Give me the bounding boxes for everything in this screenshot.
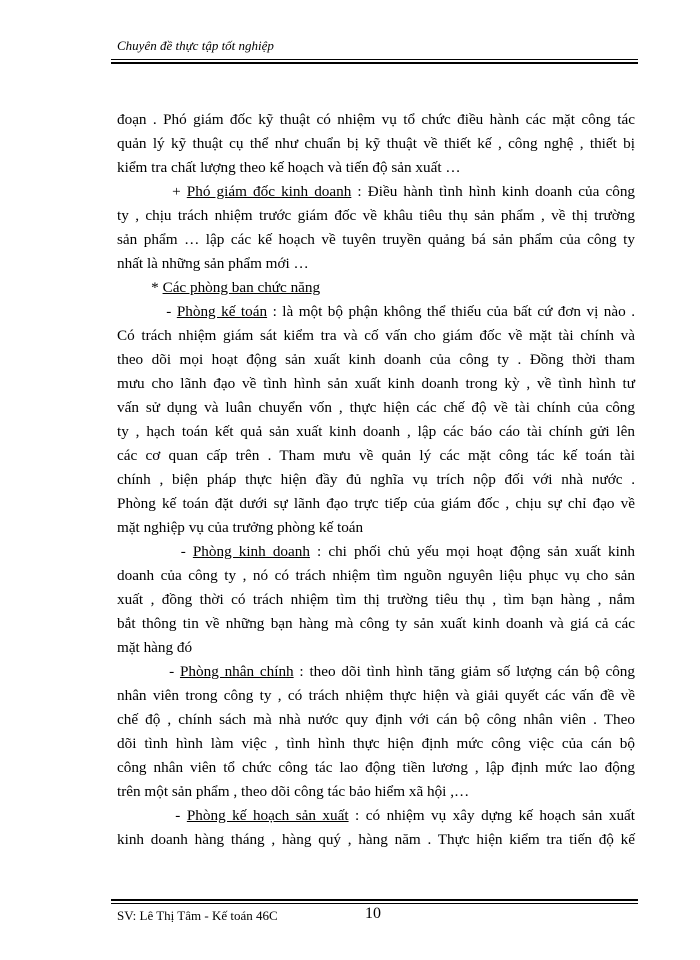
footer-rule	[111, 903, 638, 904]
text-line: - Phòng nhân chính : theo dõi tình hình tăng giảm số lượng cán bộ công	[117, 663, 635, 680]
text-line: - Phòng kế toán : là một bộ phận không thể thiếu của bất cứ đơn vị nào .	[117, 303, 635, 320]
text-line: quản lý kỹ thuật cụ thể như chuẩn bị kỹ thuật về thiết kế , công nghệ , thiết bị	[117, 135, 635, 152]
page-header-title: Chuyên đề thực tập tốt nghiệp	[117, 38, 274, 53]
text-line: theo dõi mọi hoạt động sản xuất kinh doanh của công ty . Đồng thời tham	[117, 351, 635, 368]
text-line: nhân viên trong công ty , có trách nhiệm thực hiện và giải quyết các vấn đề về	[117, 687, 635, 704]
text-line: doanh của công ty , nó có trách nhiệm tìm nguồn nguyên liệu phục vụ cho sản	[117, 567, 635, 584]
underlined-heading: Phòng kinh doanh	[192, 543, 310, 560]
header-rule	[111, 59, 638, 60]
text-line: mưu cho lãnh đạo về tình hình sản xuất kinh doanh trong kỳ , về tình hình tư	[117, 375, 635, 392]
text-line: kiểm tra chất lượng theo kế hoạch và tiến độ sản xuất …	[117, 159, 461, 176]
text-line: Có trách nhiệm giám sát kiểm tra và cố vấn cho giám đốc về mặt tài chính và	[117, 327, 635, 344]
text-line: mặt hàng đó	[117, 639, 193, 656]
text-line: Phòng kế toán đặt dưới sự lãnh đạo trực tiếp của giám đốc , chịu sự chỉ đạo về	[117, 495, 635, 512]
footer-rule-thick	[111, 899, 638, 901]
text-line: - Phòng kinh doanh : chi phối chủ yếu mọi hoạt động sản xuất kinh	[117, 543, 635, 560]
text-line: chế độ , chính sách mà nhà nước quy định với cán bộ công nhân viên . Theo	[117, 711, 635, 728]
header-rule-thick	[111, 62, 638, 64]
text-line: xuất , đồng thời có trách nhiệm tìm thị trường tiêu thụ , tìm bạn hàng , nắm	[117, 591, 635, 608]
text-line: đoạn . Phó giám đốc kỹ thuật có nhiệm vụ tổ chức điều hành các mặt công tác	[117, 111, 635, 128]
text-line: + Phó giám đốc kinh doanh : Điều hành tình hình kinh doanh của công	[117, 183, 636, 200]
text-line: * Các phòng ban chức năng	[117, 279, 321, 296]
text-line: ty , chịu trách nhiệm trước giám đốc về khâu tiêu thụ sản phẩm , về thị trường	[117, 207, 635, 224]
text-line: ty , hạch toán kết quả sản xuất kinh doanh , lập các báo cáo tài chính gửi lên	[117, 423, 635, 440]
text-line: trên một sản phẩm , theo dõi công tác bảo hiểm xã hội ,…	[117, 783, 470, 800]
underlined-heading: Phòng kế toán	[176, 303, 268, 320]
document-body	[117, 108, 635, 852]
text-line: dõi tình hình làm việc , tình hình thực hiện định mức công việc của cán bộ	[117, 735, 635, 752]
footer-author: SV: Lê Thị Tâm - Kế toán 46C	[117, 908, 278, 923]
text-line: vấn sử dụng và luân chuyển vốn , thực hiện các chế độ về tài chính của công	[117, 399, 635, 416]
text-line: sản phẩm … lập các kế hoạch về tuyên truyền quảng bá sản phẩm của công ty	[117, 231, 635, 248]
underlined-heading: Phòng nhân chính	[179, 663, 294, 680]
underlined-heading: Các phòng ban chức năng	[162, 279, 321, 296]
text-line: các cơ quan cấp trên . Tham mưu về quản lý các mặt công tác kế toán tài	[117, 447, 635, 464]
text-line: - Phòng kế hoạch sản xuất : có nhiệm vụ xây dựng kế hoạch sản xuất	[117, 807, 635, 824]
text-line: mặt nghiệp vụ của trưởng phòng kế toán	[117, 519, 364, 536]
text-line: bắt thông tin về những bạn hàng mà công ty sản xuất kinh doanh và giá cả các	[117, 615, 635, 632]
text-line: chính , biện pháp thực hiện đầy đủ nghĩa vụ trích nộp đối với nhà nước .	[117, 471, 635, 488]
page-number: 10	[365, 905, 381, 922]
text-line: công nhân viên tổ chức công tác lao động tiền lương , lập định mức lao động	[117, 759, 635, 776]
underlined-heading: Phòng kế hoạch sản xuất	[186, 807, 349, 824]
text-line: nhất là những sản phẩm mới …	[117, 255, 309, 272]
text-line: kinh doanh hàng tháng , hàng quý , hàng năm . Thực hiện kiểm tra tiến độ kế	[117, 831, 635, 848]
underlined-heading: Phó giám đốc kinh doanh	[186, 183, 352, 200]
